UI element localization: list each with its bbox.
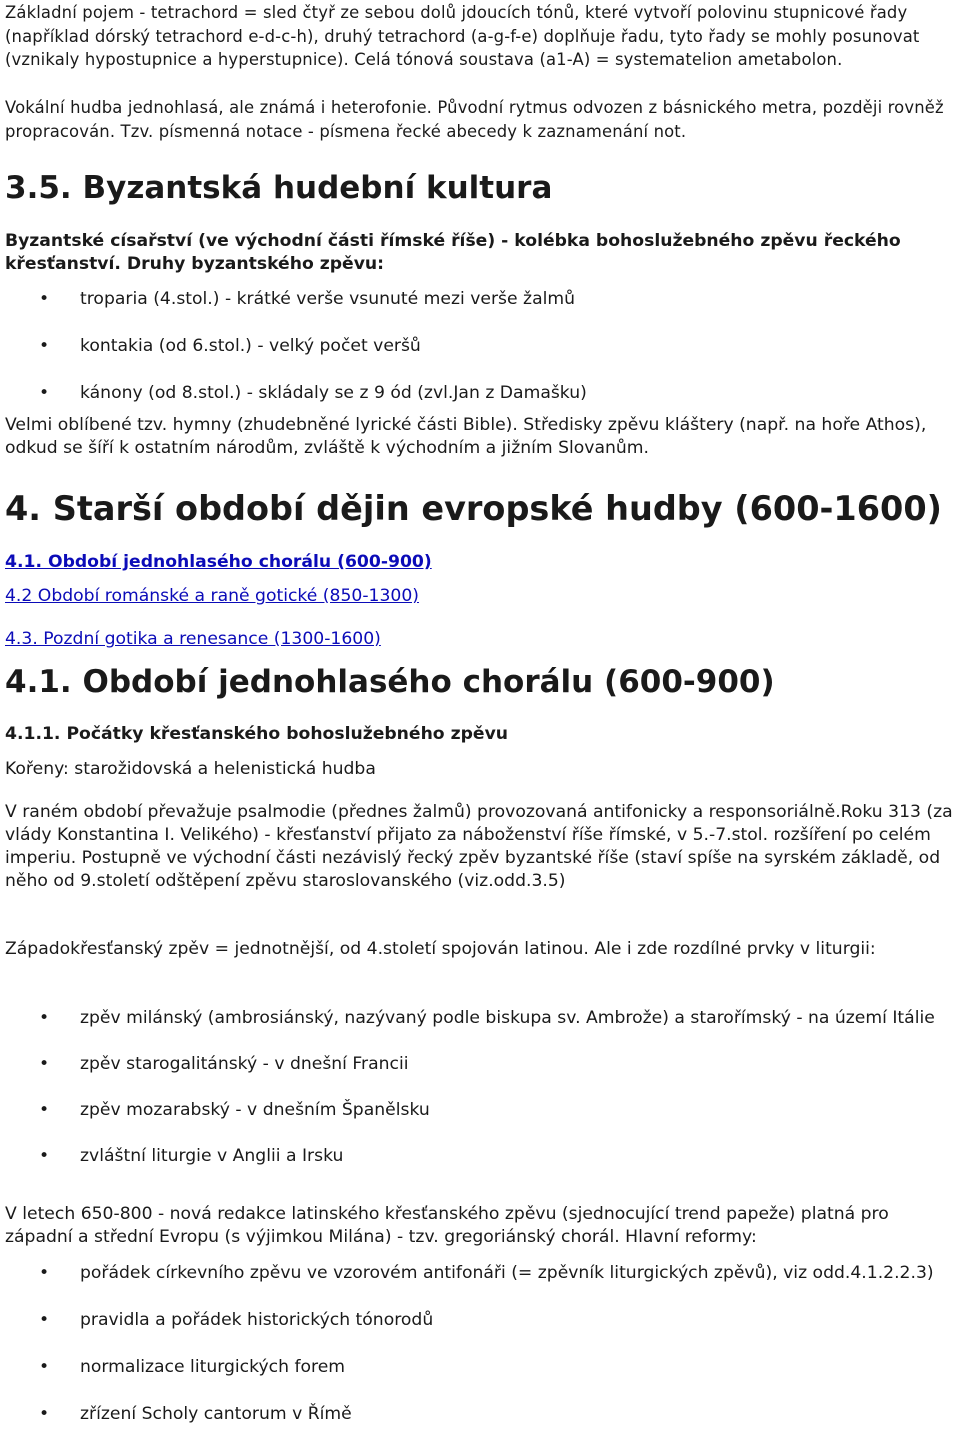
bullet-icon: • xyxy=(39,1310,50,1330)
byzantine-chant-list xyxy=(5,288,955,405)
roots-text: Kořeny: starožidovská a helenistická hudba xyxy=(5,759,376,779)
bullet-icon: • xyxy=(39,1008,50,1028)
reforms-list xyxy=(5,1262,955,1426)
list-item: • zpěv milánský (ambrosiánský, nazývaný podle biskupa sv. Ambrože) a starořímský - na území Itálie xyxy=(39,1008,935,1028)
list-item: • zřízení Scholy cantorum v Římě xyxy=(39,1404,352,1424)
bullet-icon: • xyxy=(39,383,50,403)
toc-link-4-3[interactable]: 4.3. Pozdní gotika a renesance (1300-1600) xyxy=(5,629,381,649)
list-item: • zpěv starogalitánský - v dnešní Francii xyxy=(39,1054,409,1074)
bullet-icon: • xyxy=(39,289,50,309)
bullet-icon: • xyxy=(39,1263,50,1283)
list-item: • troparia (4.stol.) - krátké verše vsunuté mezi verše žalmů xyxy=(39,289,576,309)
list-item: • kánony (od 8.stol.) - skládaly se z 9 ód (zvl.Jan z Damašku) xyxy=(39,383,587,403)
intro-text-a: Vokální hudba jednohlasá, ale známá i heterofonie. xyxy=(5,98,438,117)
heading-3-5: 3.5. Byzantská hudební kultura xyxy=(5,170,553,206)
bullet-icon: • xyxy=(39,1357,50,1377)
intro-paragraph-2 xyxy=(5,96,950,143)
gregorian-paragraph: V letech 650-800 - nová redakce latinského křesťanského zpěvu (sjednocující trend papeže) platná pro západní a střední Evropu (s výjimkou Milána) - tzv. gregoriánský chorál. Hlavní reformy: xyxy=(5,1204,889,1247)
toc-link-4-1[interactable]: 4.1. Období jednohlasého chorálu (600-900) xyxy=(5,552,432,572)
heading-4: 4. Starší období dějin evropské hudby (600-1600) xyxy=(5,489,942,528)
western-chant-paragraph: Západokřesťanský zpěv = jednotnější, od 4.století spojován latinou. Ale i zde rozdílné prvky v liturgii: xyxy=(5,939,876,959)
toc-link-4-2[interactable]: 4.2 Období románské a raně gotické (850-1300) xyxy=(5,586,419,606)
list-item: • pravidla a pořádek historických tónorodů xyxy=(39,1310,434,1330)
heading-4-1-1: 4.1.1. Počátky křesťanského bohoslužebného zpěvu xyxy=(5,724,509,744)
intro-paragraph: Základní pojem - tetrachord = sled čtyř ze sebou dolů jdoucích tónů, které vytvoří polovinu stupnicové řady (například dórský tetrachord e-d-c-h), druhý tetrachord (a-g-f-e) doplňuje řadu, tyto řady se mohly posunovat (vznikaly hypostupnice a hyperstupnice). Celá tónová soustava (a1-A) = systematelion ametabolon. xyxy=(5,3,920,69)
list-item: • normalizace liturgických forem xyxy=(39,1357,346,1377)
list-item: • zpěv mozarabský - v dnešním Španělsku xyxy=(39,1100,430,1120)
bullet-icon: • xyxy=(39,336,50,356)
western-chant-list xyxy=(5,1007,955,1168)
bullet-icon: • xyxy=(39,1054,50,1074)
intro-text-b: Původní rytmus odvozen z básnického metra, později rovněž propracován. Tzv. písmenná notace - písmena řecké abecedy k zaznamenání not. xyxy=(5,98,944,141)
list-item: • kontakia (od 6.stol.) - velký počet veršů xyxy=(39,336,421,356)
bullet-icon: • xyxy=(39,1100,50,1120)
list-item: • pořádek církevního zpěvu ve vzorovém antifonáři (= zpěvník liturgických zpěvů), viz odd.4.1.2.2.3) xyxy=(39,1263,934,1283)
byzantine-lead: Byzantské císařství (ve východní části římské říše) - kolébka bohoslužebného zpěvu řeckého křesťanství. Druhy byzantského zpěvu: xyxy=(5,231,901,274)
bullet-icon: • xyxy=(39,1146,50,1166)
heading-4-1: 4.1. Období jednohlasého chorálu (600-900) xyxy=(5,664,775,700)
early-period-paragraph: V raném období převažuje psalmodie (přednes žalmů) provozovaná antifonicky a responsoriálně.Roku 313 (za vlády Konstantina I. Velikého) - křesťanství přijato za náboženství říše římské, v 5.-7.stol. rozšíření po celém imperiu. Postupně ve východní části nezávislý řecký zpěv byzantské říše (staví spíše na syrském základě, od něho od 9.století odštěpení zpěvu staroslovanského (viz.odd.3.5) xyxy=(5,802,953,891)
bullet-icon: • xyxy=(39,1404,50,1424)
byzantine-closing: Velmi oblíbené tzv. hymny (zhudebněné lyrické části Bible). Středisky zpěvu kláštery (např. na hoře Athos), odkud se šíří k ostatním národům, zvláště k východním a jižním Slovanům. xyxy=(5,415,927,458)
list-item: • zvláštní liturgie v Anglii a Irsku xyxy=(39,1146,344,1166)
